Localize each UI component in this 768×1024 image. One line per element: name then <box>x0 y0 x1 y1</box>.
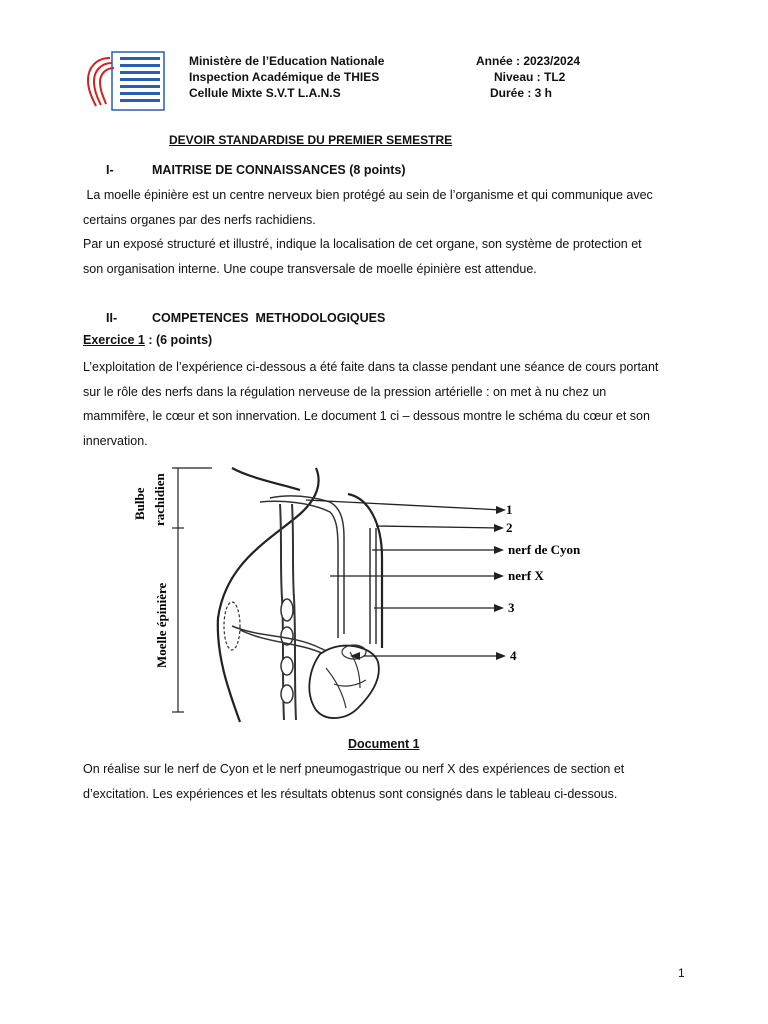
header-year: Année : 2023/2024 <box>476 54 581 68</box>
section1-line: La moelle épinière est un centre nerveux bien protégé au sein de l’organisme et qui communique avec <box>83 188 653 202</box>
label-1: 1 <box>506 502 513 517</box>
section1-line: certains organes par des nerfs rachidiens. <box>83 212 316 227</box>
section2-number: II- <box>106 311 118 325</box>
section1-line: son organisation interne. Une coupe transversale de moelle épinière est attendue. <box>83 261 537 276</box>
figure-caption: Document 1 <box>348 737 420 751</box>
exercise-title: Exercice 1 <box>83 333 145 347</box>
side-label-moelle: Moelle épinière <box>154 582 169 668</box>
label-nerf-x: nerf X <box>508 568 544 583</box>
section2-line: sur le rôle des nerfs dans la régulation nerveuse de la pression artérielle : on met à nu chez un <box>83 384 607 399</box>
document-title: DEVOIR STANDARDISE DU PREMIER SEMESTRE <box>169 133 453 147</box>
side-label-bulbe: Bulbe <box>132 487 147 520</box>
label-3: 3 <box>508 600 515 615</box>
after-line: On réalise sur le nerf de Cyon et le nerf pneumogastrique ou nerf X des expériences de section et <box>83 762 625 776</box>
section2-heading: COMPETENCES METHODOLOGIQUES <box>152 311 386 325</box>
section1-number: I- <box>106 163 114 177</box>
after-line: d’excitation. Les expériences et les résultats obtenus sont consignés dans le tableau ci-dessous. <box>83 786 618 801</box>
exercise-label <box>83 333 212 347</box>
ministry-logo <box>82 50 168 112</box>
header-inspection: Inspection Académique de THIES <box>189 70 380 84</box>
page-number: 1 <box>678 966 685 980</box>
header-left <box>189 53 384 101</box>
header-level: Niveau : TL2 <box>494 70 566 84</box>
section2-line: innervation. <box>83 433 148 448</box>
section2-paragraph <box>83 355 703 453</box>
header-cellule: Cellule Mixte S.V.T L.A.N.S <box>189 86 341 100</box>
section1-heading: MAITRISE DE CONNAISSANCES (8 points) <box>152 163 406 177</box>
header-duration: Durée : 3 h <box>490 86 553 100</box>
header-right <box>476 53 580 101</box>
section2-line: mammifère, le cœur et son innervation. Le document 1 ci – dessous montre le schéma du cœur et son <box>83 409 650 423</box>
label-2: 2 <box>506 520 513 535</box>
header-ministry: Ministère de l’Education Nationale <box>189 54 385 68</box>
exercise-points: : (6 points) <box>144 333 213 347</box>
section1-paragraph <box>83 183 703 281</box>
section1-line: Par un exposé structuré et illustré, indique la localisation de cet organe, son système de protection et <box>83 237 642 251</box>
innervation-diagram <box>120 458 590 728</box>
side-label-rachidien: rachidien <box>152 473 167 526</box>
section2-line: L’exploitation de l’expérience ci-dessous a été faite dans ta classe pendant une séance de cours portant <box>83 360 659 374</box>
label-4: 4 <box>510 648 517 663</box>
label-nerf-cyon: nerf de Cyon <box>508 542 581 557</box>
after-paragraph <box>83 757 703 806</box>
